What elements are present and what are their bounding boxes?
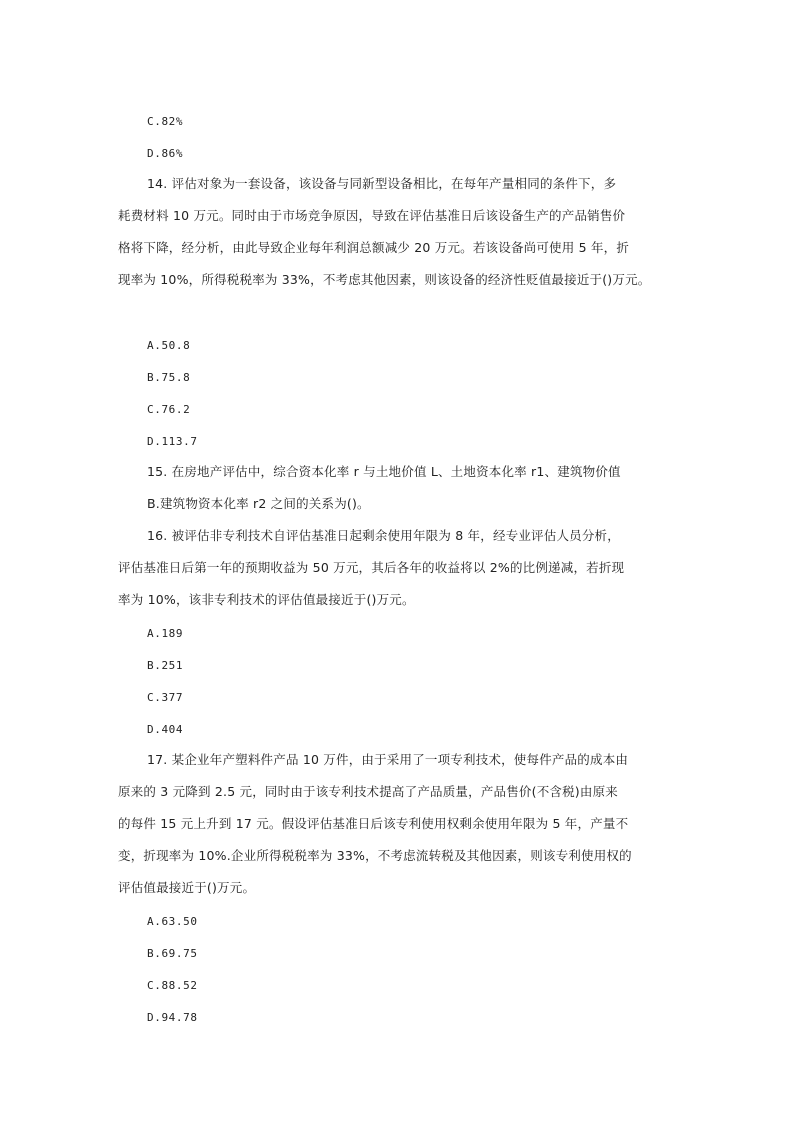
q17-text-line-1: 17. 某企业年产塑料件产品 10 万件，由于采用了一项专利技术，使每件产品的成本由 xyxy=(147,752,629,767)
q13-option-d: D.86% xyxy=(147,147,184,160)
q16-text-line-1: 16. 被评估非专利技术自评估基准日起剩余使用年限为 8 年，经专业评估人员分析， xyxy=(147,528,620,543)
q16-option-b: B.251 xyxy=(147,659,184,672)
q14-text-line-4: 现率为 10%，所得税税率为 33%，不考虑其他因素，则该设备的经济性贬值最接近于()万元。 xyxy=(118,272,651,287)
q15-text-line-1: 15. 在房地产评估中，综合资本化率 r 与土地价值 L、土地资本化率 r1、建筑物价值 xyxy=(147,464,621,479)
q15-text-line-2: B.建筑物资本化率 r2 之间的关系为()。 xyxy=(147,496,370,511)
q14-text-line-1: 14. 评估对象为一套设备，该设备与同新型设备相比，在每年产量相同的条件下，多 xyxy=(147,176,617,191)
q13-option-c: C.82% xyxy=(147,115,184,128)
q14-option-b: B.75.8 xyxy=(147,371,191,384)
q16-option-d: D.404 xyxy=(147,723,184,736)
q17-option-c: C.88.52 xyxy=(147,979,198,992)
q17-text-line-2: 原来的 3 元降到 2.5 元，同时由于该专利技术提高了产品质量，产品售价(不含税)由原来 xyxy=(118,784,618,799)
q17-option-a: A.63.50 xyxy=(147,915,198,928)
q16-option-a: A.189 xyxy=(147,627,184,640)
q14-option-a: A.50.8 xyxy=(147,339,191,352)
q17-text-line-5: 评估值最接近于()万元。 xyxy=(118,880,256,895)
q14-text-line-2: 耗费材料 10 万元。同时由于市场竞争原因，导致在评估基准日后该设备生产的产品销售价 xyxy=(118,208,626,223)
q16-option-c: C.377 xyxy=(147,691,184,704)
q17-option-b: B.69.75 xyxy=(147,947,198,960)
q14-option-c: C.76.2 xyxy=(147,403,191,416)
q14-option-d: D.113.7 xyxy=(147,435,198,448)
q16-text-line-2: 评估基准日后第一年的预期收益为 50 万元，其后各年的收益将以 2%的比例递减，若折现 xyxy=(118,560,625,575)
q14-text-line-3: 格将下降，经分析，由此导致企业每年利润总额减少 20 万元。若该设备尚可使用 5 年，折 xyxy=(118,240,630,255)
q17-text-line-3: 的每件 15 元上升到 17 元。假设评估基准日后该专利使用权剩余使用年限为 5 年，产量不 xyxy=(118,816,629,831)
q17-option-d: D.94.78 xyxy=(147,1011,198,1024)
q16-text-line-3: 率为 10%，该非专利技术的评估值最接近于()万元。 xyxy=(118,592,415,607)
q17-text-line-4: 变，折现率为 10%.企业所得税税率为 33%，不考虑流转税及其他因素，则该专利使用权的 xyxy=(118,848,632,863)
